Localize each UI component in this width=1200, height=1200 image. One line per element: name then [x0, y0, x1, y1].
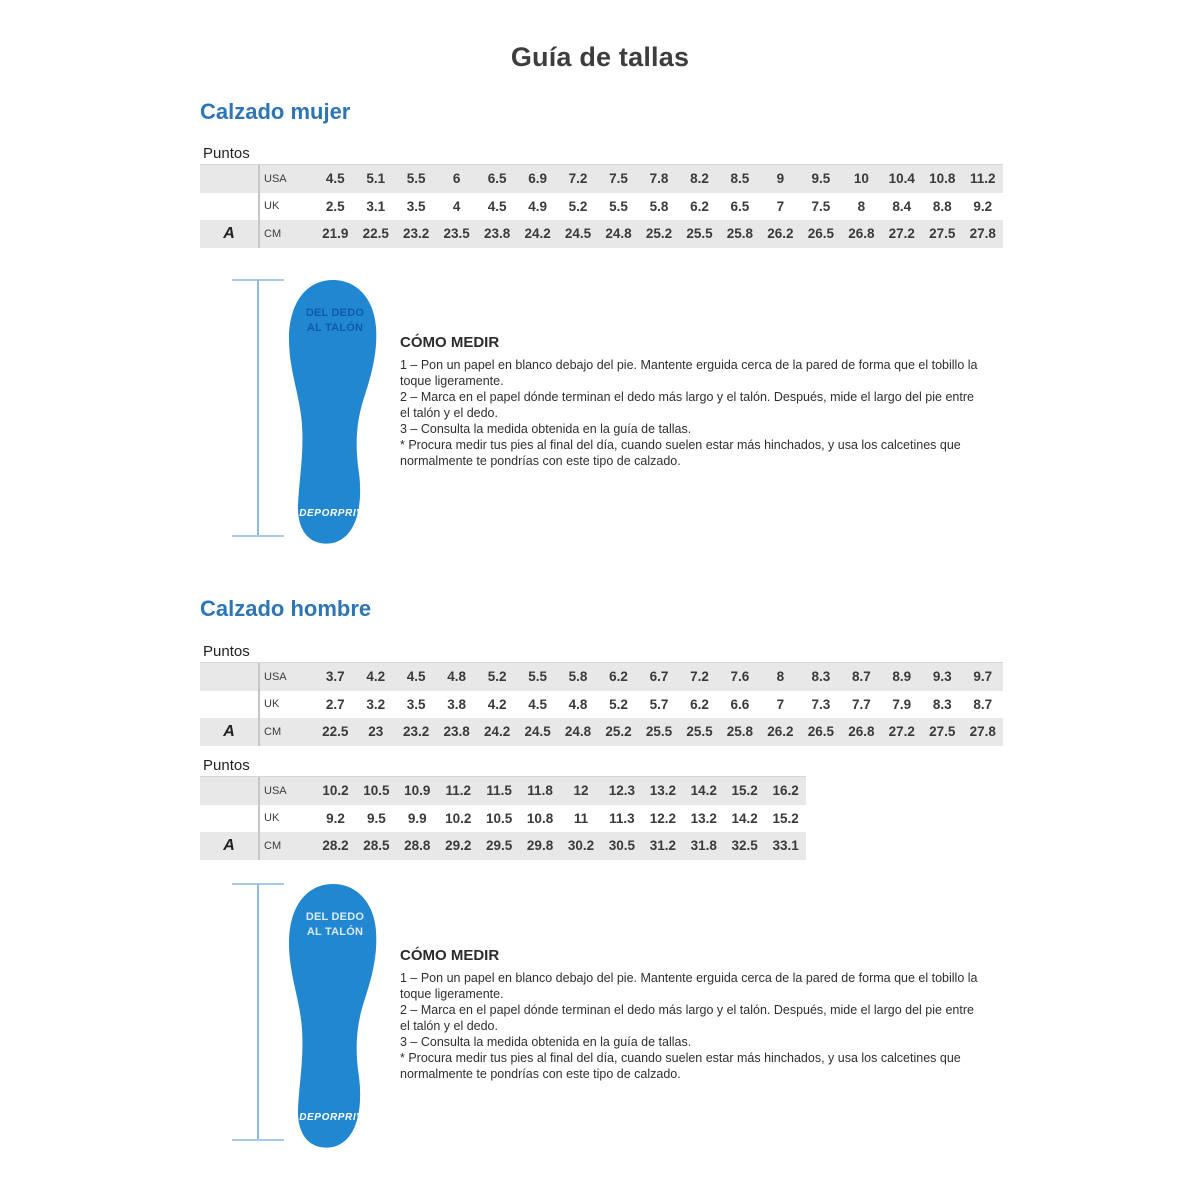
instruction-step-2: 2 – Marca en el papel dónde terminan el dedo más largo y el talón. Después, mide el largo del pie entre el talón y el dedo. — [400, 1003, 974, 1033]
size-value: 24.2 — [524, 226, 551, 242]
size-value: 26.8 — [848, 226, 875, 242]
size-value: 12 — [573, 783, 589, 799]
size-value: 24.5 — [524, 724, 551, 740]
size-value: 31.2 — [649, 838, 676, 854]
size-value: 22.5 — [362, 226, 389, 242]
footprint-caption — [287, 306, 383, 336]
footprint-caption-line1: DEL DEDO — [305, 307, 365, 319]
size-value: 26.2 — [767, 724, 794, 740]
size-value: 22.5 — [322, 724, 349, 740]
size-value: 29.8 — [526, 838, 554, 854]
size-value: 5.2 — [609, 696, 628, 712]
size-value: 9.9 — [407, 810, 427, 826]
size-value: 11.8 — [527, 783, 553, 799]
size-value: 5.8 — [568, 669, 588, 685]
size-value: 15.2 — [772, 810, 799, 826]
size-value: 31.8 — [690, 838, 717, 854]
size-value: 3.1 — [366, 198, 386, 214]
row-corner-label: A — [223, 836, 235, 854]
size-value: 26.2 — [767, 226, 794, 242]
size-value: 24.5 — [564, 226, 592, 242]
size-value: 26.5 — [807, 724, 834, 740]
size-value: 6.2 — [690, 198, 709, 214]
size-value: 7 — [776, 696, 785, 712]
how-to-measure-heading: CÓMO MEDIR — [400, 334, 500, 351]
size-value: 13.2 — [649, 783, 676, 799]
row-label: UK — [264, 698, 280, 711]
size-value: 14.2 — [731, 810, 758, 826]
table-divider — [258, 777, 260, 860]
size-value: 25.5 — [686, 226, 713, 242]
size-value: 9.2 — [973, 198, 993, 214]
size-value: 10.2 — [445, 810, 472, 826]
size-value: 25.2 — [605, 724, 632, 740]
instruction-step-1: 1 – Pon un papel en blanco debajo del pie. Mantente erguida cerca de la pared de forma que el tobillo la toque ligeramente. — [400, 971, 978, 1001]
row-label: USA — [264, 172, 287, 185]
size-value: 30.2 — [567, 838, 595, 854]
instruction-step-2: 2 – Marca en el papel dónde terminan el dedo más largo y el talón. Después, mide el largo del pie entre el talón y el dedo. — [400, 390, 974, 420]
size-value: 5.1 — [366, 171, 386, 187]
size-value: 8.2 — [690, 171, 709, 187]
row-corner-label: A — [223, 224, 235, 242]
instruction-step-3: 3 – Consulta la medida obtenida en la guía de tallas. — [400, 422, 692, 436]
size-value: 7.8 — [649, 171, 669, 187]
size-value: 12.3 — [608, 783, 636, 799]
footprint-illustration — [287, 279, 383, 547]
size-value: 2.7 — [325, 696, 345, 712]
size-value: 32.5 — [731, 838, 758, 854]
size-value: 8.7 — [973, 696, 993, 712]
size-value: 3.2 — [366, 696, 386, 712]
size-value: 27.2 — [888, 724, 915, 740]
size-value: 10.5 — [486, 810, 513, 826]
measure-cap-bottom — [232, 535, 284, 537]
size-value: 28.8 — [404, 838, 431, 854]
size-value: 5.2 — [568, 198, 588, 214]
size-value: 24.2 — [483, 724, 511, 740]
size-value: 25.5 — [645, 724, 673, 740]
size-value: 9 — [776, 171, 785, 187]
size-value: 6.6 — [730, 696, 750, 712]
size-row-cm — [200, 718, 1003, 746]
size-value: 23.8 — [483, 226, 511, 242]
row-corner-label: A — [223, 722, 235, 740]
how-to-measure-women — [400, 334, 985, 469]
size-value: 23.8 — [443, 724, 470, 740]
size-value: 14.2 — [690, 783, 717, 799]
footprint-caption-line1: DEL DEDO — [305, 911, 365, 923]
size-value: 5.5 — [528, 669, 547, 685]
size-value: 11.2 — [969, 171, 996, 187]
size-value: 4.8 — [568, 696, 588, 712]
size-value: 10.2 — [322, 783, 349, 799]
size-row-usa — [200, 777, 806, 805]
instruction-note: * Procura medir tus pies al final del día, cuando suelen estar más hinchados, y usa los calcetines que normalmente te pondrías con este tipo de calzado. — [400, 438, 961, 468]
size-value: 27.2 — [888, 226, 915, 242]
size-row-usa — [200, 663, 1003, 691]
size-value: 7.9 — [892, 696, 912, 712]
brand-logo: DEPORPRIVÉ — [299, 1112, 371, 1123]
row-label: USA — [264, 670, 287, 683]
row-label: UK — [264, 812, 280, 825]
size-value: 15.2 — [731, 783, 758, 799]
size-value: 7.7 — [851, 696, 871, 712]
size-value: 7.6 — [730, 669, 750, 685]
size-row-uk — [200, 805, 806, 833]
size-value: 27.8 — [969, 724, 996, 740]
size-value: 10.9 — [404, 783, 431, 799]
size-value: 7.3 — [811, 696, 831, 712]
size-value: 5.5 — [609, 198, 628, 214]
size-value: 2.5 — [325, 198, 345, 214]
size-value: 33.1 — [772, 838, 799, 854]
measure-cap-bottom — [232, 1139, 284, 1141]
how-to-measure-men — [400, 947, 985, 1082]
size-value: 23 — [368, 724, 384, 740]
size-value: 6.9 — [528, 171, 547, 187]
section-heading-women: Calzado mujer — [200, 99, 351, 124]
footprint-caption-line2: AL TALÓN — [306, 925, 364, 938]
row-label: CM — [264, 227, 282, 240]
size-row-cm — [200, 220, 1003, 248]
size-value: 4.5 — [325, 171, 345, 187]
size-value: 4.8 — [447, 669, 467, 685]
size-value: 9.5 — [366, 810, 386, 826]
size-row-cm — [200, 832, 806, 860]
size-value: 4.2 — [487, 696, 507, 712]
size-value: 8.4 — [892, 198, 912, 214]
size-value: 3.5 — [406, 696, 426, 712]
row-label: UK — [264, 200, 280, 213]
size-value: 3.5 — [406, 198, 426, 214]
size-row-uk — [200, 193, 1003, 221]
size-value: 23.2 — [403, 724, 430, 740]
size-value: 6.7 — [649, 669, 669, 685]
footprint-illustration — [287, 883, 383, 1151]
size-value: 6.5 — [730, 198, 750, 214]
size-value: 7.2 — [690, 669, 709, 685]
size-value: 4.2 — [366, 669, 386, 685]
size-value: 5.2 — [487, 669, 507, 685]
measure-line — [257, 884, 259, 1141]
size-value: 7 — [776, 198, 785, 214]
measure-line — [257, 280, 259, 537]
points-label-women: Puntos — [203, 145, 250, 162]
size-value: 6 — [452, 171, 461, 187]
size-value: 7.5 — [609, 171, 628, 187]
size-value: 8.3 — [811, 669, 831, 685]
size-value: 6.2 — [690, 696, 709, 712]
section-heading-men: Calzado hombre — [200, 596, 372, 621]
size-value: 8.5 — [730, 171, 750, 187]
size-value: 6.2 — [609, 669, 628, 685]
footprint-caption-line2: AL TALÓN — [306, 321, 364, 334]
foot-measure-diagram-women — [230, 278, 390, 558]
size-value: 9.7 — [973, 669, 993, 685]
size-value: 6.5 — [487, 171, 507, 187]
size-value: 24.8 — [605, 226, 632, 242]
size-value: 11.5 — [486, 783, 512, 799]
size-value: 30.5 — [608, 838, 636, 854]
size-value: 10.5 — [363, 783, 390, 799]
size-value: 10.8 — [929, 171, 956, 187]
size-value: 8 — [776, 669, 785, 685]
size-value: 8.9 — [892, 669, 912, 685]
size-value: 28.2 — [322, 838, 349, 854]
size-value: 3.7 — [325, 669, 345, 685]
size-value: 11.2 — [445, 783, 471, 799]
size-value: 23.5 — [443, 226, 470, 242]
size-value: 26.5 — [807, 226, 834, 242]
size-value: 4.5 — [406, 669, 426, 685]
row-label: USA — [264, 784, 287, 797]
size-value: 27.5 — [929, 724, 956, 740]
size-value: 25.5 — [686, 724, 713, 740]
size-value: 9.5 — [811, 171, 831, 187]
foot-measure-diagram-men — [230, 882, 390, 1162]
size-value: 23.2 — [403, 226, 430, 242]
size-value: 25.8 — [726, 226, 754, 242]
size-value: 8 — [857, 198, 866, 214]
row-label: CM — [264, 839, 282, 852]
size-value: 21.9 — [322, 226, 349, 242]
size-value: 11.3 — [609, 810, 635, 826]
size-row-uk — [200, 691, 1003, 719]
size-table-men-large — [200, 776, 806, 860]
instruction-step-3: 3 – Consulta la medida obtenida en la guía de tallas. — [400, 1035, 692, 1049]
size-table-women — [200, 164, 1003, 248]
size-value: 5.7 — [649, 696, 669, 712]
size-value: 10.8 — [526, 810, 554, 826]
size-value: 5.8 — [649, 198, 669, 214]
size-value: 7.2 — [568, 171, 588, 187]
size-value: 5.5 — [406, 171, 426, 187]
size-value: 12.2 — [649, 810, 676, 826]
size-value: 4 — [452, 198, 461, 214]
size-value: 13.2 — [690, 810, 717, 826]
size-value: 4.5 — [487, 198, 507, 214]
size-row-usa — [200, 165, 1003, 193]
table-divider — [258, 663, 260, 746]
how-to-measure-heading: CÓMO MEDIR — [400, 947, 500, 964]
size-value: 29.2 — [445, 838, 472, 854]
page-title: Guía de tallas — [510, 42, 690, 72]
size-value: 7.5 — [811, 198, 831, 214]
instruction-step-1: 1 – Pon un papel en blanco debajo del pie. Mantente erguida cerca de la pared de forma que el tobillo la toque ligeramente. — [400, 358, 978, 388]
instruction-note: * Procura medir tus pies al final del día, cuando suelen estar más hinchados, y usa los calcetines que normalmente te pondrías con este tipo de calzado. — [400, 1051, 961, 1081]
size-table-men-small — [200, 662, 1003, 746]
points-label-men-1: Puntos — [203, 643, 250, 660]
size-value: 28.5 — [363, 838, 390, 854]
points-label-men-2: Puntos — [203, 757, 250, 774]
size-value: 29.5 — [486, 838, 513, 854]
size-value: 11 — [573, 810, 589, 826]
table-divider — [258, 165, 260, 248]
size-value: 8.8 — [932, 198, 952, 214]
size-value: 8.7 — [851, 669, 871, 685]
size-value: 10 — [853, 171, 869, 187]
size-value: 4.5 — [528, 696, 547, 712]
size-value: 24.8 — [564, 724, 592, 740]
size-value: 10.4 — [888, 171, 915, 187]
size-value: 8.3 — [932, 696, 952, 712]
size-value: 25.2 — [645, 226, 673, 242]
size-value: 27.5 — [929, 226, 956, 242]
size-value: 27.8 — [969, 226, 996, 242]
brand-logo: DEPORPRIVÉ — [299, 508, 371, 519]
size-value: 9.2 — [326, 810, 345, 826]
size-value: 3.8 — [447, 696, 467, 712]
size-value: 25.8 — [726, 724, 754, 740]
size-value: 4.9 — [528, 198, 547, 214]
size-value: 9.3 — [932, 669, 952, 685]
size-value: 26.8 — [848, 724, 875, 740]
row-label: CM — [264, 725, 282, 738]
size-value: 16.2 — [772, 783, 799, 799]
footprint-caption — [287, 910, 383, 940]
